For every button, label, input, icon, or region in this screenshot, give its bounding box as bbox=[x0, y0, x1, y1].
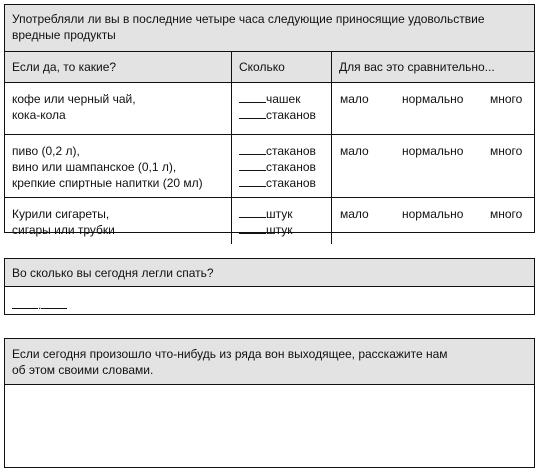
option-little[interactable]: мало bbox=[340, 92, 369, 106]
unit-label: чашек bbox=[266, 92, 301, 106]
amount-blank[interactable] bbox=[239, 159, 266, 171]
event-section bbox=[4, 338, 535, 468]
comparison-cell bbox=[332, 135, 534, 197]
amount-line bbox=[239, 107, 324, 123]
item-label: сигары или трубки bbox=[12, 223, 115, 237]
amount-blank[interactable] bbox=[239, 222, 266, 234]
bedtime-section bbox=[4, 258, 535, 315]
option-much[interactable]: много bbox=[490, 144, 523, 158]
amount-blank[interactable] bbox=[239, 143, 266, 155]
bedtime-answer bbox=[5, 287, 534, 313]
amount-line bbox=[239, 206, 324, 222]
bedtime-question bbox=[5, 259, 534, 287]
items-cell bbox=[5, 198, 232, 244]
table-row-coffee bbox=[5, 83, 534, 135]
item-label: вино или шампанское (0,1 л), bbox=[12, 160, 177, 174]
unit-label: стаканов bbox=[266, 108, 316, 122]
header-comparison: Для вас это сравнительно... bbox=[339, 60, 495, 74]
items-cell bbox=[5, 83, 232, 134]
amount-blank[interactable] bbox=[239, 175, 266, 187]
option-much[interactable]: много bbox=[490, 207, 523, 221]
option-little[interactable]: мало bbox=[340, 144, 369, 158]
amount-line bbox=[239, 91, 324, 107]
amount-blank[interactable] bbox=[239, 91, 266, 103]
unit-label: стаканов bbox=[266, 144, 316, 158]
event-question-line-1: Если сегодня произошло что-нибудь из ряда вон выходящее, расскажите нам bbox=[12, 347, 448, 361]
bedtime-question-text: Во сколько вы сегодня легли спать? bbox=[12, 266, 214, 280]
amount-line bbox=[239, 143, 324, 159]
amount-line bbox=[239, 222, 324, 238]
table-row-smoking bbox=[5, 198, 534, 244]
bedtime-minutes-blank[interactable] bbox=[41, 297, 67, 309]
consumption-section bbox=[4, 4, 535, 237]
amount-blank[interactable] bbox=[239, 107, 266, 119]
unit-label: штук bbox=[266, 223, 293, 237]
table-row-alcohol bbox=[5, 135, 534, 198]
consumption-question-text: Употребляли ли вы в последние четыре часа следующие приносящие удовольствие вредные продукты bbox=[12, 12, 485, 42]
unit-label: штук bbox=[266, 207, 293, 221]
time-separator: . bbox=[38, 298, 42, 312]
items-cell bbox=[5, 135, 232, 197]
amount-cell bbox=[232, 83, 332, 134]
option-normal[interactable]: нормально bbox=[402, 207, 464, 221]
option-normal[interactable]: нормально bbox=[402, 144, 464, 158]
amount-line bbox=[239, 159, 324, 175]
header-what: Если да, то какие? bbox=[5, 52, 232, 82]
option-much[interactable]: много bbox=[490, 92, 523, 106]
bedtime-hours-blank[interactable] bbox=[12, 297, 38, 309]
item-label: кока-кола bbox=[12, 108, 66, 122]
consumption-question bbox=[5, 5, 534, 52]
event-question-line-2: об этом своими словами. bbox=[12, 363, 154, 377]
item-label: пиво (0,2 л), bbox=[12, 144, 80, 158]
event-question bbox=[5, 339, 534, 385]
option-little[interactable]: мало bbox=[340, 207, 369, 221]
event-answer-area[interactable] bbox=[5, 385, 534, 465]
option-normal[interactable]: нормально bbox=[402, 92, 464, 106]
comparison-cell bbox=[332, 198, 534, 244]
amount-cell bbox=[232, 135, 332, 197]
consumption-column-headers bbox=[5, 52, 534, 83]
item-label: крепкие спиртные напитки (20 мл) bbox=[12, 176, 203, 190]
item-label: кофе или черный чай, bbox=[12, 92, 136, 106]
item-label: Курили сигареты, bbox=[12, 207, 110, 221]
unit-label: стаканов bbox=[266, 176, 316, 190]
comparison-cell bbox=[332, 83, 534, 134]
header-amount: Сколько bbox=[232, 52, 332, 82]
unit-label: стаканов bbox=[266, 160, 316, 174]
amount-line bbox=[239, 175, 324, 191]
amount-blank[interactable] bbox=[239, 206, 266, 218]
amount-cell bbox=[232, 198, 332, 244]
